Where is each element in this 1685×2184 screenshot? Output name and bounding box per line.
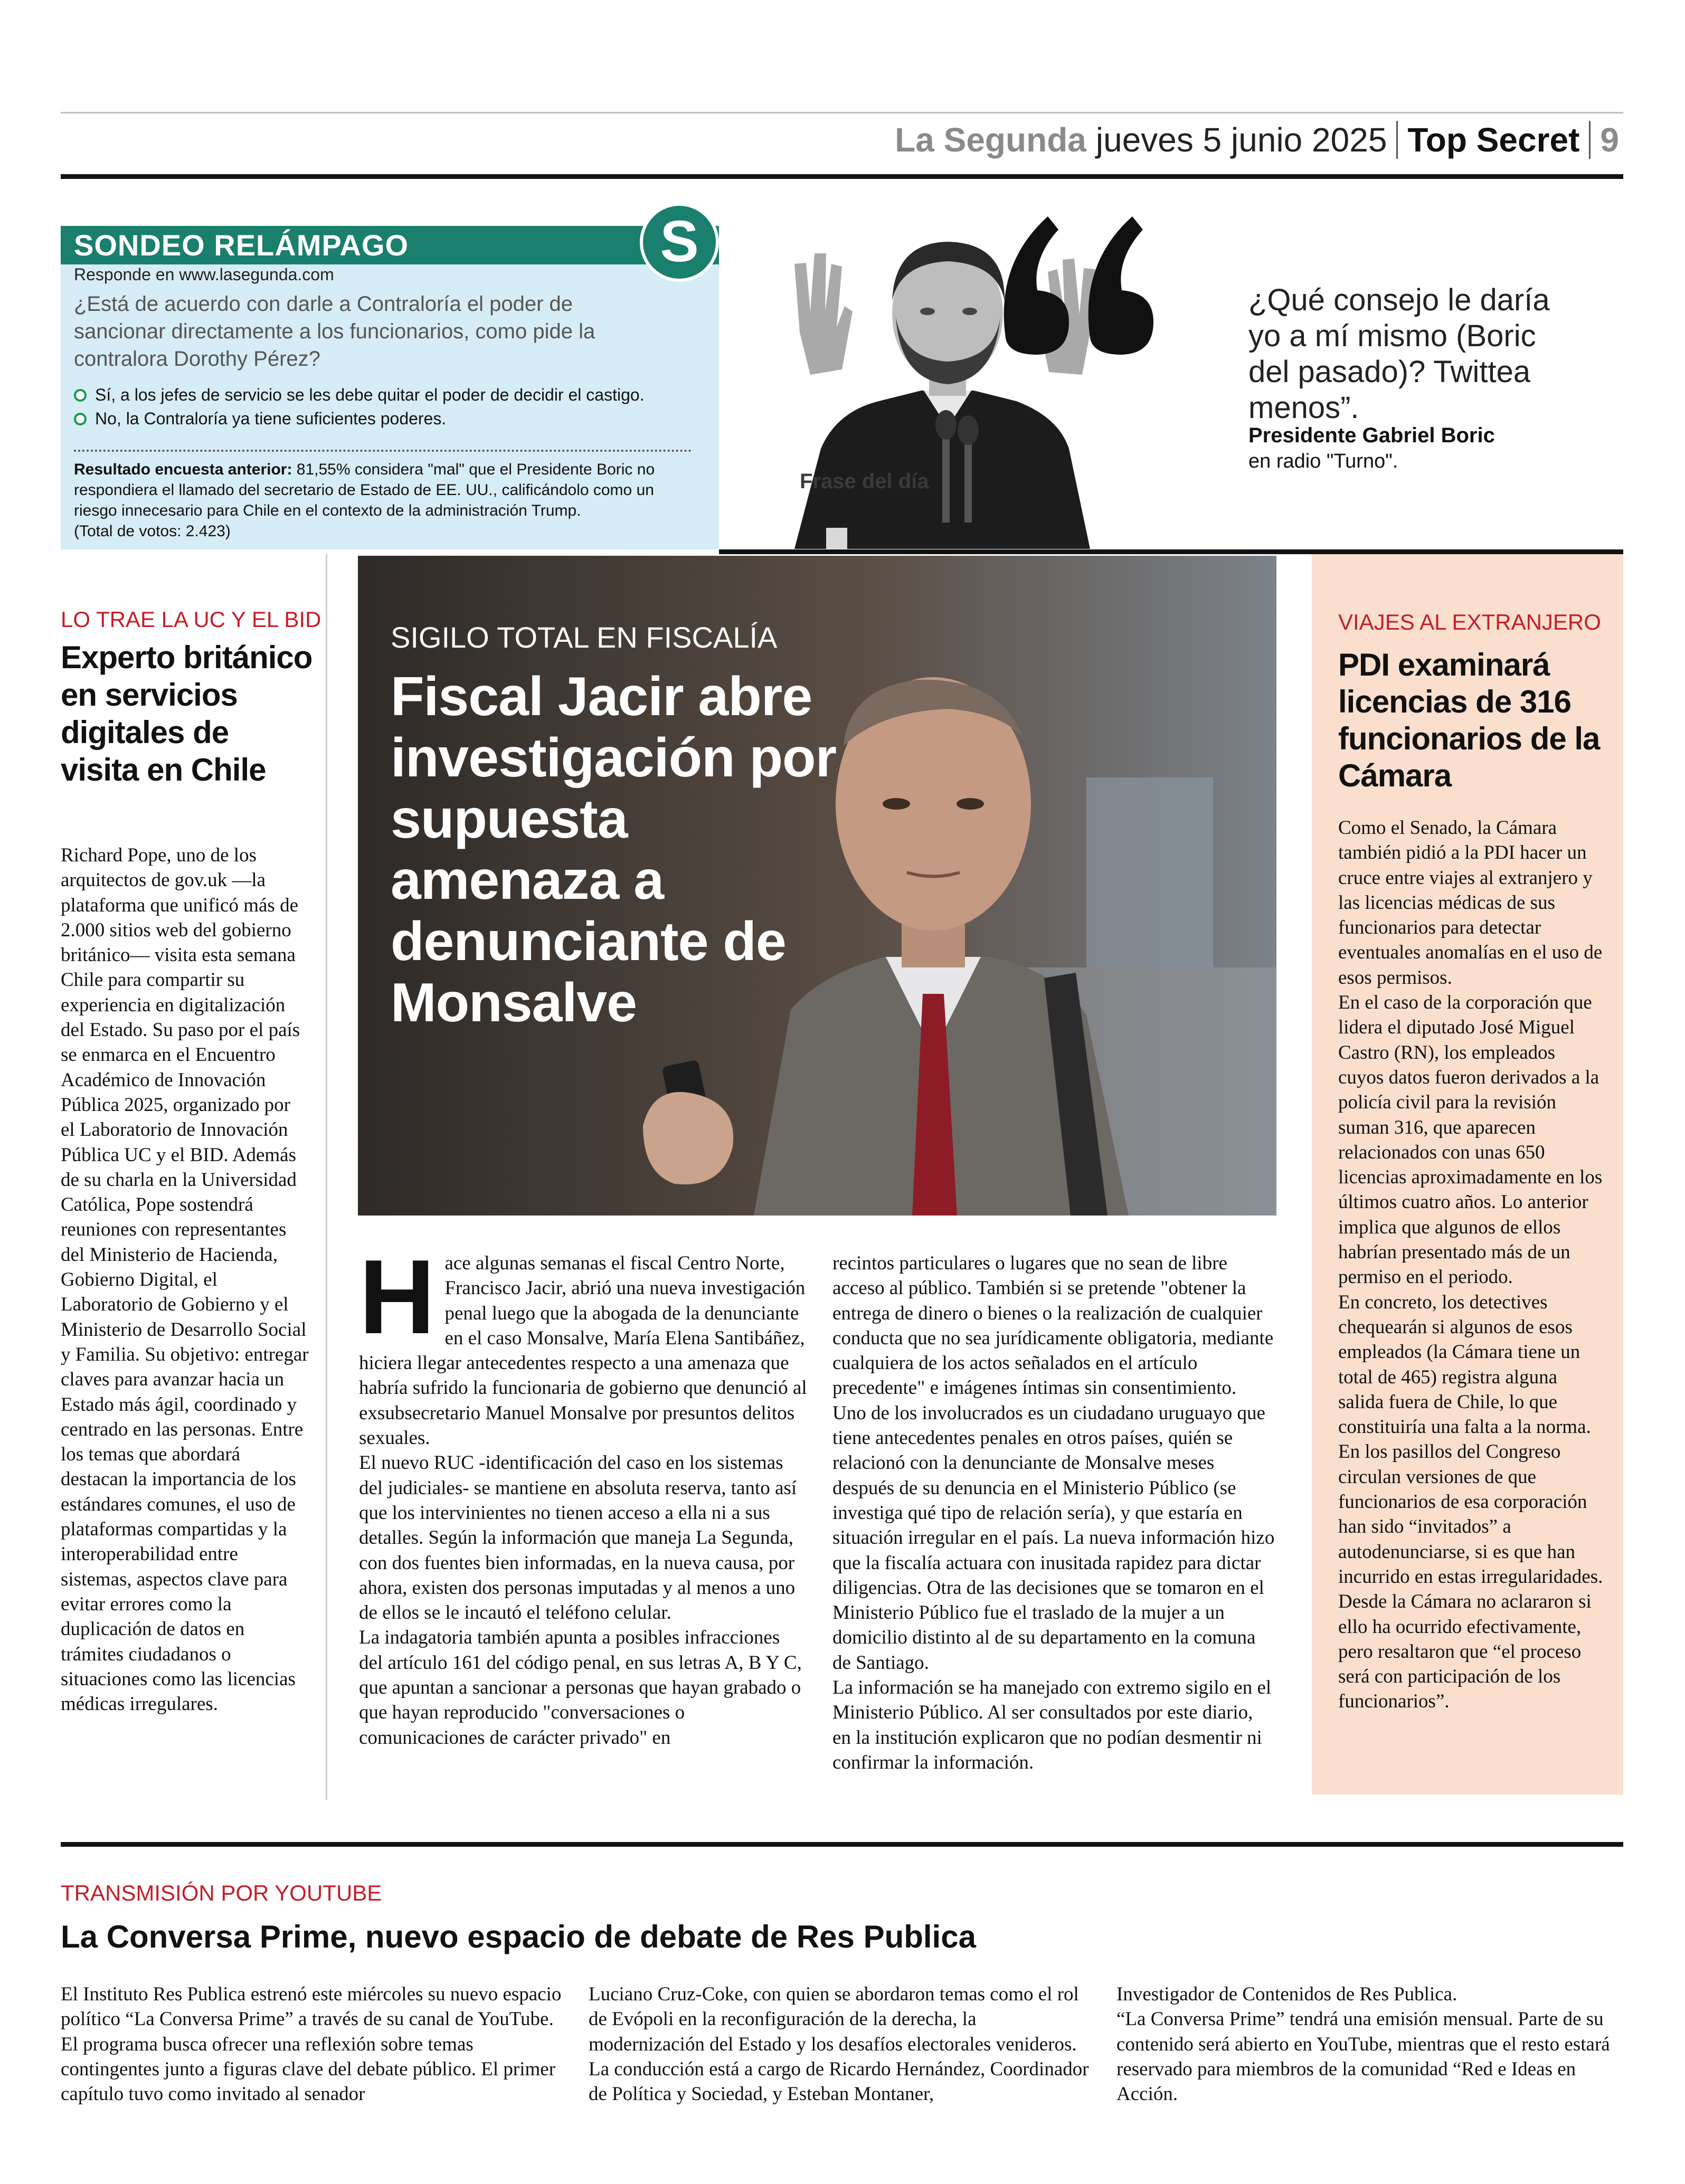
column-divider — [326, 554, 327, 1800]
bottom-article-column-1: El Instituto Res Publica estrenó este miércoles su nuevo espacio político “La Conversa Prime” a través de su canal de YouTube. El programa busca ofrecer una reflexión sobre temas contingentes junto a figuras clave del debate público. El primer capítulo tuvo como invitado al senador — [61, 1983, 562, 2105]
main-article-kicker: SIGILO TOTAL EN FISCALÍA — [391, 621, 778, 654]
bottom-article-kicker: TRANSMISIÓN POR YOUTUBE — [61, 1881, 382, 1905]
drop-cap: H — [359, 1238, 436, 1356]
right-article-paragraph: En el caso de la corporación que lidera el diputado José Miguel Castro (RN), los empleados cuyos datos fueron derivados a la policía civil para la revisión suman 316, que aparecen relacionados con unas 650 licencias aproximadamente en los últimos cuatro años. Lo anterior implica que algunos de ellos habrían presentado más de un permiso en el periodo. — [1338, 992, 1603, 1288]
poll-option-no[interactable] — [74, 409, 446, 429]
poll-option-label: Sí, a los jefes de servicio se les debe quitar el poder de decidir el castigo. — [95, 385, 645, 404]
header-separator — [1589, 121, 1591, 159]
main-article-paragraph: Uno de los involucrados es un ciudadano uruguayo que tiene antecedentes penales en otros países, quién se relacionó con la denunciante de Monsalve meses después de su denuncia en el Ministerio Público (se investiga qué tipo de relación sería), y que estaría en situación irregular en el país. La nueva información hizo que la fiscalía actuara con inusitada rapidez para dictar diligencias. Otra de las decisiones que se tomaron en el Ministerio Público fue el traslado de la mujer a un domicilio distinto al de su departamento en la comuna de Santiago. — [832, 1402, 1275, 1674]
main-article-column-1 — [359, 1238, 808, 1750]
left-article-headline: Experto británico en servicios digitales de visita en Chile — [61, 640, 313, 787]
boric-photo — [773, 201, 1190, 549]
poll-question: ¿Está de acuerdo con darle a Contraloría el poder de sancionar directamente a los funcionarios, como pide la contralora Dorothy Pérez? — [74, 292, 595, 371]
poll-total-votes: (Total de votos: 2.423) — [74, 523, 231, 540]
newspaper-name: La Segunda — [895, 121, 1086, 159]
main-article-paragraph: ace algunas semanas el fiscal Centro Norte, Francisco Jacir, abrió una nueva investigación penal luego que la abogada de la denunciante en el caso Monsalve, María Elena Santibáñez, hiciera llegar antecedentes respecto a una amenaza que habría sufrido la funcionaria de gobierno que denunció al exsubsecretario Manuel Monsalve por presuntos delitos sexuales. — [359, 1252, 807, 1449]
page-number: 9 — [1600, 121, 1619, 159]
main-article-column-2 — [832, 1251, 1276, 1775]
bottom-article-column-2: Luciano Cruz-Coke, con quien se abordaron temas como el rol de Evópoli en la reconfiguración de la derecha, la modernización del Estado y los desafíos electorales venideros. La conducción está a cargo de Ricardo Hernández, Coordinador de Política y Sociedad, y Esteban Montaner, — [589, 1983, 1089, 2105]
main-article-headline: Fiscal Jacir abre investigación por supuesta amenaza a denunciante de Monsalve — [391, 666, 837, 1033]
poll-divider — [74, 450, 692, 452]
left-article-kicker: LO TRAE LA UC Y EL BID — [61, 607, 321, 632]
poll-option-yes[interactable] — [74, 385, 645, 405]
bottom-article-paragraph: “La Conversa Prime” tendrá una emisión mensual. Parte de su contenido será abierto en YouTube, mientras que el resto estará reservado para miembros de la comunidad “Red e Ideas en Acción. — [1116, 2008, 1610, 2105]
page-header — [895, 119, 1619, 161]
bottom-article-column-3 — [1116, 1982, 1623, 2106]
section-name: Top Secret — [1407, 121, 1580, 159]
quote-text: ¿Qué consejo le daría yo a mí mismo (Boric del pasado)? Twittea menos”. — [1248, 283, 1550, 425]
issue-date: jueves 5 junio 2025 — [1095, 121, 1387, 159]
main-article-paragraph: La indagatoria también apunta a posibles infracciones del artículo 161 del código penal, en sus letras A, B Y C, que apuntan a sancionar a personas que hayan grabado o que hayan reproducido "conversaciones o comunicaciones de carácter privado" en — [359, 1627, 802, 1749]
poll-result-label: Resultado encuesta anterior: — [74, 461, 292, 478]
radio-icon[interactable] — [74, 389, 87, 402]
main-article-paragraph: El nuevo RUC -identificación del caso en los sistemas del judiciales- se mantiene en absoluta reserva, tanto así que los intervinientes no tienen acceso a ella ni a sus detalles. Según la información que maneja La Segunda, con dos fuentes bien informadas, en la nueva causa, por ahora, existen dos personas imputadas y al menos a uno de ellos se le incautó el teléfono celular. — [359, 1452, 797, 1624]
poll-result-text: 81,55% considera "mal" que el Presidente Boric no respondiera el llamado del secretario de Estado de EE. UU., calificándolo como un riesgo innecesario para Chile en el contexto de la administración Trump. — [74, 461, 655, 519]
section-rule — [719, 549, 1623, 554]
right-article-headline: PDI examinará licencias de 316 funcionarios de la Cámara — [1338, 647, 1600, 793]
main-article-paragraph: recintos particulares o lugares que no sean de libre acceso al público. También si se pretende "obtener la entrega de dinero o bienes o la realización de cualquier conducta que no sea jurídicamente obligatoria, mediante cualquiera de los actos señalados en el artículo precedente" e imágenes íntimas sin consentimiento. — [832, 1252, 1274, 1399]
right-article-body — [1338, 815, 1605, 1714]
right-article-paragraph: Desde la Cámara no aclararon si ello ha ocurrido efectivamente, pero resaltaron que “el proceso será con participación de los funcionarios”. — [1338, 1591, 1592, 1713]
left-article-body: Richard Pope, uno de los arquitectos de gov.uk —la plataforma que unificó más de 2.000 sitios web del gobierno británico— visita esta semana Chile para compartir su experiencia en digitalización del Estado. Su paso por el país se enmarca en el Encuentro Académico de Innovación Pública 2025, organizado por el Laboratorio de Innovación Pública UC y el BID. Además de su charla en la Universidad Católica, Pope sostendrá reuniones con representantes del Ministerio de Hacienda, Gobierno Digital, el Laboratorio de Gobierno y el Ministerio de Desarrollo Social y Familia. Su objetivo: entregar claves para avanzar hacia un Estado más ágil, coordinado y centrado en las personas. Entre los temas que abordará destacan la importancia de los estándares comunes, el uso de plataformas compartidas y la interoperabilidad entre sistemas, aspectos clave para evitar errores como la duplicación de datos en trámites ciudadanos o situaciones como las licencias médicas irregulares. — [61, 844, 309, 1715]
bottom-article-headline: La Conversa Prime, nuevo espacio de debate de Res Publica — [61, 1919, 976, 1954]
poll-badge-icon: S — [640, 203, 719, 282]
main-article-paragraph: La información se ha manejado con extremo sigilo en el Ministerio Público. Al ser consultados por este diario, en la institución explicaron que no podían desmentir ni confirmar la información. — [832, 1677, 1272, 1773]
header-top-rule — [61, 112, 1623, 113]
poll-previous-result — [74, 459, 697, 542]
bottom-section-rule — [61, 1842, 1623, 1847]
right-article-kicker: VIAJES AL EXTRANJERO — [1338, 610, 1601, 634]
poll-respond-link[interactable]: Responde en www.lasegunda.com — [74, 265, 334, 284]
right-article-paragraph: En concreto, los detectives chequearán si algunos de esos empleados (la Cámara tiene un total de 465) registra alguna salida fuera de Chile, lo que constituiría una falta a la norma. En los pasillos del Congreso circulan versiones de que funcionarios de esa corporación han sido “invitados” a autodenunciarse, si es que han incurrido en estas irregularidades. — [1338, 1291, 1603, 1588]
poll-title: SONDEO RELÁMPAGO — [74, 229, 409, 262]
photo-caption: Frase del día — [800, 470, 929, 493]
bottom-article-paragraph: Investigador de Contenidos de Res Publica. — [1116, 1983, 1457, 2005]
poll-option-label: No, la Contraloría ya tiene suficientes poderes. — [95, 409, 447, 428]
header-bottom-rule — [61, 174, 1623, 179]
quote-author: Presidente Gabriel Boric — [1248, 424, 1495, 447]
right-article-paragraph: Como el Senado, la Cámara también pidió a la PDI hacer un cruce entre viajes al extranjero y las licencias médicas de sus funcionarios para detectar eventuales anomalías en el uso de esos permisos. — [1338, 817, 1603, 989]
quote-source: en radio "Turno". — [1248, 450, 1398, 472]
radio-icon[interactable] — [74, 413, 87, 425]
header-separator — [1396, 121, 1398, 159]
